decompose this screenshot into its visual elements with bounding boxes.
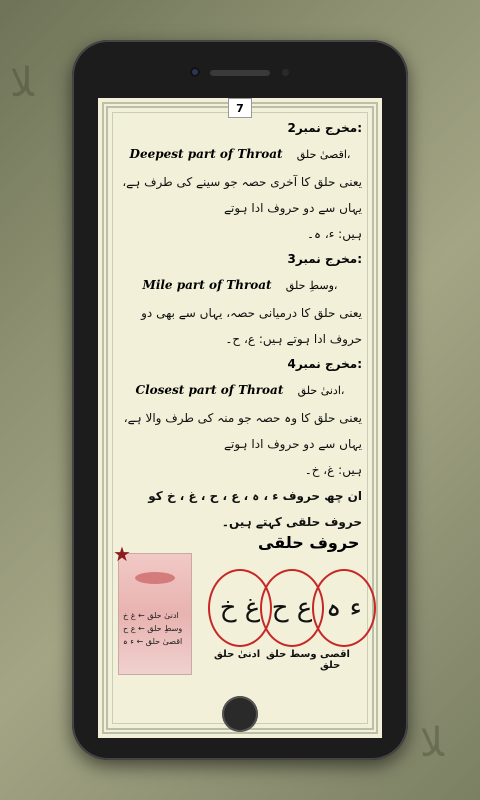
illustration-label: ادنیٰ حلق ← غ خ [123, 611, 179, 620]
section-heading: مخرج نمبر2: [287, 121, 362, 135]
english-term: Closest part of Throat [135, 383, 284, 397]
lips-illustration [135, 572, 175, 584]
description-line: ہیں: غ، خ۔ [304, 463, 362, 477]
circle-label: وسط حلق [266, 649, 317, 660]
diagram-title: حروف حلقی [258, 533, 360, 552]
section-heading: مخرج نمبر4: [287, 357, 362, 371]
illustration-label: وسطِ حلق ← ع ح [123, 624, 183, 633]
description-line: یعنی حلق کا وہ حصہ جو منہ کی طرف والا ہے، یہاں سے دو حروف ادا ہوتے [123, 411, 362, 451]
illustration-labels [123, 609, 182, 648]
camera-icon [190, 67, 200, 77]
home-button[interactable] [222, 696, 258, 732]
letters-circle: ع ح [260, 569, 324, 647]
book-page[interactable] [98, 98, 382, 738]
throat-letters-diagram [113, 533, 362, 723]
english-term: Mile part of Throat [142, 278, 272, 292]
description-line: یعنی حلق کا آخری حصہ جو سینے کی طرف ہے، یہاں سے دو حروف ادا ہوتے [122, 175, 362, 215]
term-line [118, 271, 362, 300]
phone-frame [72, 40, 408, 760]
term-line [118, 376, 362, 405]
description-line: یعنی حلق کا درمیانی حصہ، یہاں سے بھی دو حروف ادا ہوتے ہیں: ع، ح۔ [141, 306, 362, 346]
background-decoration: ﻼ [420, 720, 444, 766]
illustration-label: اقصیٰ حلق ← ء ہ [123, 637, 183, 646]
english-term: Deepest part of Throat [129, 147, 283, 161]
throat-illustration [113, 542, 192, 675]
background-decoration: ﻼ [10, 60, 34, 106]
sensor-icon [282, 69, 289, 76]
letters-circle: غ خ [208, 569, 272, 647]
circle-label: اقصی حلق [320, 649, 350, 671]
star-icon: ★ [113, 542, 131, 566]
speaker-grille [210, 70, 270, 76]
description-line: ہیں: ء، ہ۔ [306, 227, 362, 241]
summary-line: ان چھ حروف ء ، ہ ، ع ، ح ، غ ، خ کو حروف حلقی کہتے ہیں۔ [148, 489, 362, 529]
page-content [118, 116, 362, 535]
urdu-term: اقصیٰ حلق، [296, 148, 351, 161]
letters-circle: ء ہ [312, 569, 376, 647]
urdu-term: ادنیٰ حلق، [297, 384, 345, 397]
section-heading: مخرج نمبر3: [287, 252, 362, 266]
urdu-term: وسطِ حلق، [285, 279, 338, 292]
page-number: 7 [228, 98, 252, 118]
circle-label: ادنیٰ حلق [214, 649, 261, 660]
term-line [118, 140, 362, 169]
